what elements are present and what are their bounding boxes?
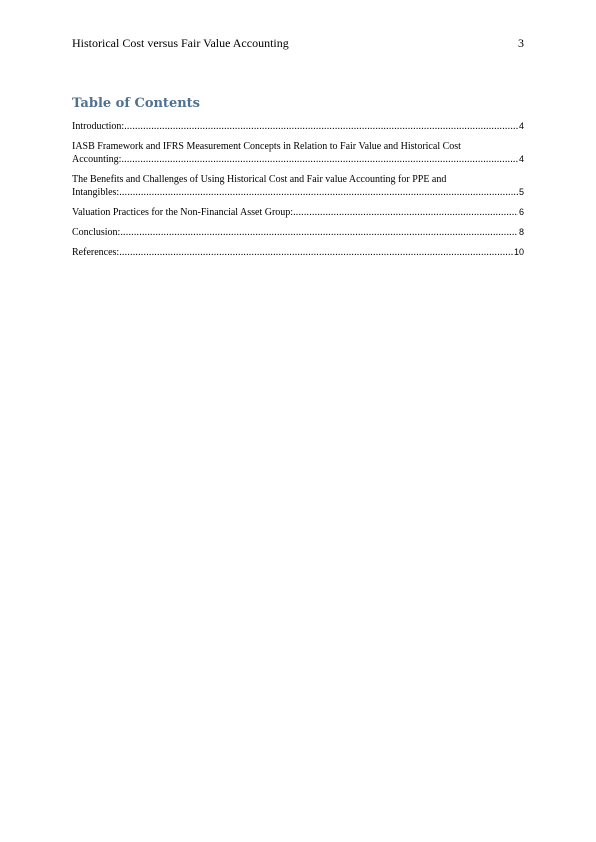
toc-entry-iasb-framework[interactable] [72, 140, 524, 166]
toc-entry-page: 5 [518, 187, 524, 197]
toc-leader-dots [121, 153, 518, 166]
toc-entry-page: 6 [518, 207, 524, 217]
toc-entry-label-line1: The Benefits and Challenges of Using Historical Cost and Fair value Accounting for PPE and [72, 174, 447, 185]
toc-entry-page: 4 [518, 154, 524, 164]
table-of-contents [72, 120, 524, 266]
toc-entry-label: Accounting: [72, 154, 122, 165]
toc-entry-page: 4 [518, 121, 524, 131]
toc-leader-dots [293, 206, 518, 219]
toc-heading: Table of Contents [72, 96, 200, 111]
toc-entry-references[interactable] [72, 246, 524, 259]
toc-leader-dots [119, 246, 513, 259]
toc-leader-dots [120, 226, 518, 239]
toc-entry-conclusion[interactable] [72, 226, 524, 239]
page-header [72, 35, 524, 51]
header-page-number: 3 [518, 36, 524, 50]
toc-entry-page: 10 [513, 247, 524, 257]
toc-leader-dots [124, 120, 518, 133]
toc-entry-introduction[interactable] [72, 120, 524, 133]
toc-entry-valuation-practices[interactable] [72, 206, 524, 219]
header-title: Historical Cost versus Fair Value Accounting [72, 36, 289, 50]
toc-leader-dots [119, 186, 518, 199]
toc-entry-label: Introduction: [72, 121, 125, 132]
toc-entry-benefits-challenges[interactable] [72, 173, 524, 199]
toc-entry-label: Conclusion: [72, 227, 121, 238]
toc-entry-page: 8 [518, 227, 524, 237]
toc-entry-label-line1: IASB Framework and IFRS Measurement Concepts in Relation to Fair Value and Historical Cost [72, 141, 461, 152]
toc-entry-label: Intangibles: [72, 187, 120, 198]
toc-entry-label: Valuation Practices for the Non-Financial Asset Group: [72, 207, 294, 218]
toc-entry-label: References: [72, 247, 120, 258]
